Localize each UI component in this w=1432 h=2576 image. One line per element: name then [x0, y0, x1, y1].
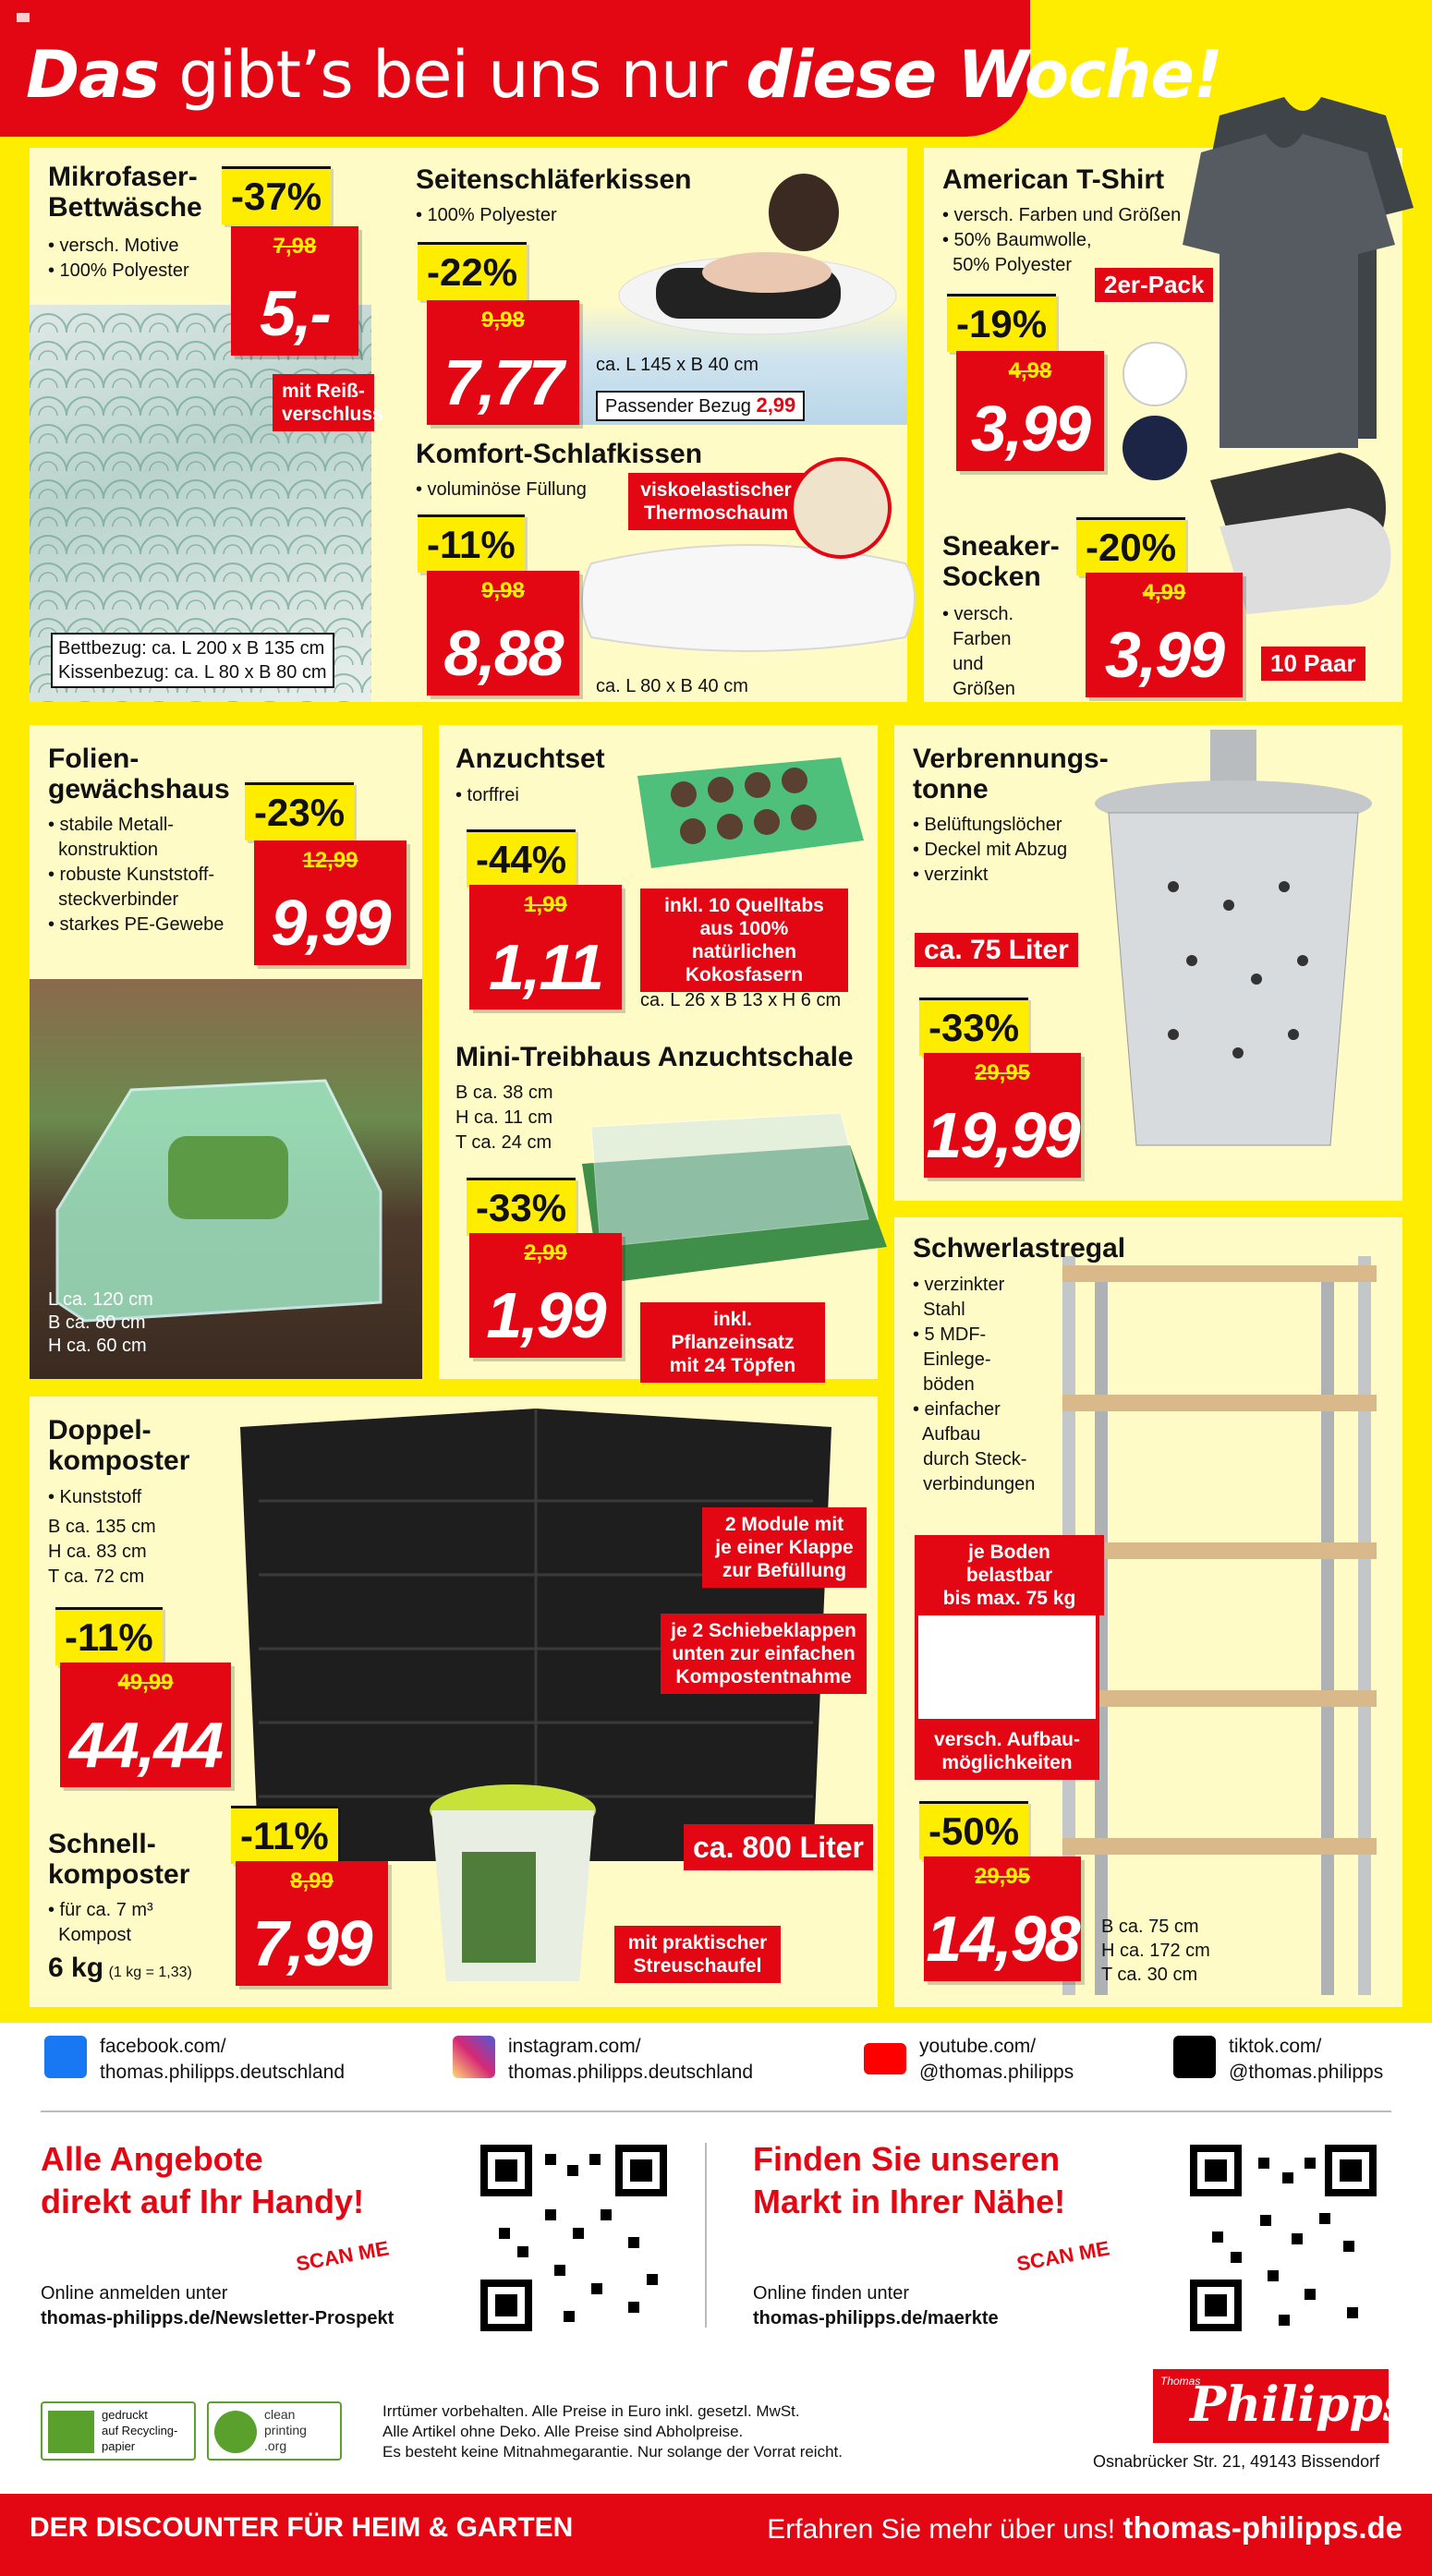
schnellkomposter-old-price: 8,99 [290, 1869, 334, 1893]
socken-pack-badge: 10 Paar [1261, 647, 1365, 681]
gewaechshaus-title: Folien- gewächshaus [48, 744, 230, 804]
schnellkomposter-discount: -11% [231, 1806, 338, 1864]
instagram-icon [453, 2036, 495, 2078]
schnellkomposter-bullets: • für ca. 7 m³ Kompost [48, 1900, 153, 1945]
schnellkomposter-pricebox [236, 1861, 388, 1986]
social-facebook[interactable]: facebook.com/ thomas.philipps.deutschland [44, 2032, 395, 2084]
gewaechshaus-price: 9,99 [271, 887, 390, 959]
regal-old-price: 29,95 [974, 1864, 1031, 1889]
treibhaus-dims: B ca. 38 cm H ca. 11 cm T ca. 24 cm [455, 1082, 553, 1153]
divider [41, 2110, 1391, 2112]
seitenschlaefer-title: Seitenschläferkissen [416, 164, 692, 195]
tonne-discount: -33% [919, 998, 1028, 1056]
regal-variants-label: versch. Aufbau- möglichkeiten [915, 1723, 1099, 1780]
doppelkomposter-pricebox [60, 1663, 231, 1787]
store-finder-title: Finden Sie unseren Markt in Ihrer Nähe! [753, 2140, 1066, 2220]
bettwaesche-title: Mikrofaser- Bettwäsche [48, 162, 202, 223]
anzuchtset-price: 1,11 [488, 931, 603, 1003]
seitenschlaefer-bezug: Passender Bezug 2,99 [596, 391, 805, 421]
recycling-badge: gedruckt auf Recycling- papier [41, 2401, 196, 2461]
seitenschlaefer-pricebox [427, 300, 579, 425]
schnellkomposter-title: Schnell- komposter [48, 1829, 190, 1890]
anzuchtset-dims: ca. L 26 x B 13 x H 6 cm [640, 990, 842, 1010]
regal-bullets: • verzinkter Stahl • 5 MDF- Einlege- böden • einfacher Aufbau durch Steck- verbindungen [913, 1275, 1036, 1494]
tonne-title: Verbrennungs- tonne [913, 744, 1109, 804]
komfort-dims: ca. L 80 x B 40 cm [596, 676, 748, 696]
social-youtube[interactable]: youtube.com/ @thomas.philipps [864, 2032, 1141, 2084]
gewaechshaus-discount: -23% [245, 782, 354, 841]
doppelkomposter-discount: -11% [55, 1607, 163, 1665]
socken-price: 3,99 [1104, 619, 1224, 691]
socken-old-price: 4,99 [1142, 580, 1186, 605]
gewaechshaus-pricebox [254, 841, 407, 965]
anzuchtset-image [628, 739, 868, 887]
regal-price: 14,98 [926, 1903, 1079, 1975]
footer-slogan: DER DISCOUNTER FÜR HEIM & GARTEN [30, 2512, 574, 2543]
tiktok-icon [1173, 2036, 1216, 2078]
bettwaesche-bullets: • versch. Motive • 100% Polyester [48, 236, 189, 281]
bettwaesche-pricebox [231, 226, 358, 356]
regal-dims: B ca. 75 cm H ca. 172 cm T ca. 30 cm [1101, 1917, 1210, 1985]
socken-title: Sneaker- Socken [942, 531, 1060, 592]
address: Osnabrücker Str. 21, 49143 Bissendorf [1093, 2452, 1380, 2471]
tonne-bullets: • Belüftungslöcher • Deckel mit Abzug • verzinkt [913, 815, 1068, 885]
bettwaesche-old-price: 7,98 [273, 234, 317, 259]
seitenschlaefer-dims: ca. L 145 x B 40 cm [596, 355, 759, 375]
treibhaus-label: inkl. Pflanzeinsatz mit 24 Töpfen [640, 1302, 825, 1383]
komfort-bullets: • voluminöse Füllung [416, 479, 587, 500]
recycling-icon [48, 2411, 94, 2453]
doppelkomposter-old-price: 49,99 [117, 1670, 174, 1695]
regal-load-label: je Boden belastbar bis max. 75 kg [915, 1535, 1104, 1615]
seitenschlaefer-old-price: 9,98 [481, 308, 525, 333]
anzuchtset-discount: -44% [467, 829, 576, 888]
regal-title: Schwerlastregal [913, 1233, 1126, 1264]
tonne-old-price: 29,95 [974, 1060, 1031, 1085]
socken-bullets: • versch. Farben und Größen [942, 604, 1015, 699]
treibhaus-title: Mini-Treibhaus Anzuchtschale [455, 1042, 854, 1072]
scan-me-left: SCAN ME [294, 2236, 391, 2276]
seitenschlaefer-bullets: • 100% Polyester [416, 205, 557, 225]
footer-website[interactable]: Erfahren Sie mehr über uns! thomas-philipps.de [767, 2510, 1402, 2545]
gewaechshaus-dims: L ca. 120 cm B ca. 80 cm H ca. 60 cm [48, 1289, 153, 1356]
woman-pillow-svg [545, 157, 907, 425]
newsletter-sub: Online anmelden unter thomas-philipps.de/Newsletter-Prospekt [41, 2283, 394, 2328]
tshirt-image [1183, 97, 1423, 448]
philipps-logo: Thomas Philipps [1153, 2369, 1389, 2443]
komfort-pricebox [427, 571, 579, 695]
treibhaus-price: 1,99 [486, 1279, 605, 1351]
tonne-volume-badge: ca. 75 Liter [915, 933, 1078, 967]
doppelkomposter-label1: 2 Module mit je einer Klappe zur Befüllung [702, 1507, 867, 1588]
tonne-pricebox [924, 1053, 1081, 1178]
gewaechshaus-old-price: 12,99 [302, 848, 358, 873]
qr-svg-left [480, 2145, 667, 2331]
leaf-icon [214, 2411, 257, 2453]
clean-printing-badge: clean printing .org [207, 2401, 342, 2461]
shelf-variants-image [915, 1612, 1099, 1723]
tonne-price: 19,99 [926, 1099, 1079, 1171]
tshirt-pricebox [956, 351, 1104, 471]
bettwaesche-price: 5,- [260, 277, 330, 349]
store-finder-sub: Online finden unter thomas-philipps.de/maerkte [753, 2283, 999, 2328]
tshirt-title: American T-Shirt [942, 164, 1165, 195]
scan-me-right: SCAN ME [1014, 2236, 1111, 2276]
komfort-title: Komfort-Schlafkissen [416, 439, 703, 469]
schnellkomposter-weight: 6 kg (1 kg = 1,33) [48, 1953, 192, 1983]
treibhaus-discount: -33% [467, 1178, 576, 1236]
anzuchtset-title: Anzuchtset [455, 744, 605, 774]
anzuchtset-bullets: • torffrei [455, 785, 519, 805]
qr-svg-right [1190, 2145, 1377, 2331]
komfort-price: 8,88 [443, 617, 563, 689]
header-banner [0, 0, 1222, 137]
side-pillow-image [545, 157, 907, 425]
tshirt-svg [1183, 97, 1423, 448]
doppelkomposter-volume-badge: ca. 800 Liter [684, 1824, 873, 1870]
socken-discount: -20% [1076, 517, 1185, 575]
treibhaus-old-price: 2,99 [524, 1240, 567, 1265]
doppelkomposter-bullets: • Kunststoff [48, 1487, 142, 1507]
seitenschlaefer-discount: -22% [418, 242, 527, 300]
doppelkomposter-dims: B ca. 135 cm H ca. 83 cm T ca. 72 cm [48, 1517, 156, 1587]
tshirt-pack-badge: 2er-Pack [1095, 268, 1213, 302]
tshirt-discount: -19% [947, 294, 1056, 352]
bucket-svg [420, 1773, 605, 1995]
anzuchtset-label: inkl. 10 Quelltabs aus 100% natürlichen Kokosfasern [640, 889, 848, 992]
menu-icon [17, 13, 30, 22]
seitenschlaefer-price: 7,77 [443, 346, 563, 418]
social-instagram[interactable]: instagram.com/ thomas.philipps.deutschland [453, 2032, 804, 2084]
bin-svg [1081, 720, 1395, 1182]
color-swatch-white [1123, 342, 1187, 406]
regal-pricebox [924, 1856, 1081, 1981]
seed-tray-svg [628, 739, 868, 887]
gewaechshaus-bullets: • stabile Metall- konstruktion • robuste Kunststoff- steckverbinder • starkes PE-Gewebe [48, 815, 225, 935]
qr-code-newsletter[interactable] [480, 2145, 667, 2331]
bettwaesche-zipper-label: mit Reiß- verschluss [273, 374, 374, 431]
page-title: Das gibt’s bei uns nur diese Woche! [26, 37, 1222, 113]
regal-discount: -50% [919, 1801, 1028, 1859]
foam-hand-icon [790, 457, 892, 559]
komfort-old-price: 9,98 [481, 578, 525, 603]
anzuchtset-pricebox [469, 885, 622, 1010]
schnellkomposter-price: 7,99 [252, 1907, 371, 1979]
bettwaesche-discount: -37% [222, 166, 331, 224]
schnellkomposter-label: mit praktischer Streuschaufel [614, 1926, 781, 1983]
bin-image [1081, 720, 1395, 1182]
doppelkomposter-title: Doppel- komposter [48, 1415, 190, 1476]
tshirt-old-price: 4,98 [1008, 358, 1052, 383]
newsletter-title: Alle Angebote direkt auf Ihr Handy! [41, 2140, 365, 2220]
promo-divider [705, 2143, 707, 2328]
color-swatch-navy [1123, 416, 1187, 480]
treibhaus-pricebox [469, 1233, 622, 1358]
doppelkomposter-label2: je 2 Schiebeklappen unten zur einfachen Kompostentnahme [661, 1614, 867, 1694]
tshirt-bullets: • versch. Farben und Größen • 50% Baumwolle, 50% Polyester [942, 205, 1182, 275]
schnellkomposter-image [420, 1773, 605, 1995]
komfort-discount: -11% [418, 514, 525, 573]
legal-text: Irrtümer vorbehalten. Alle Preise in Euro inkl. gesetzl. MwSt. Alle Artikel ohne Deko. Alle Preise sind Abholpreise. Es besteht keine Mitnahmegarantie. Nur solange der Vorrat reicht. [382, 2402, 843, 2461]
doppelkomposter-price: 44,44 [68, 1709, 223, 1781]
bettwaesche-dims: Bettbezug: ca. L 200 x B 135 cm Kissenbezug: ca. L 80 x B 80 cm [51, 633, 334, 688]
qr-code-stores[interactable] [1190, 2145, 1377, 2331]
social-tiktok[interactable]: tiktok.com/ @thomas.philipps [1173, 2032, 1423, 2084]
facebook-icon [44, 2036, 87, 2078]
anzuchtset-old-price: 1,99 [524, 892, 567, 917]
tshirt-price: 3,99 [970, 393, 1090, 465]
komfort-foam-label: viskoelastischer Thermoschaum [628, 473, 804, 530]
socken-pricebox [1086, 573, 1243, 697]
youtube-icon [864, 2043, 906, 2074]
